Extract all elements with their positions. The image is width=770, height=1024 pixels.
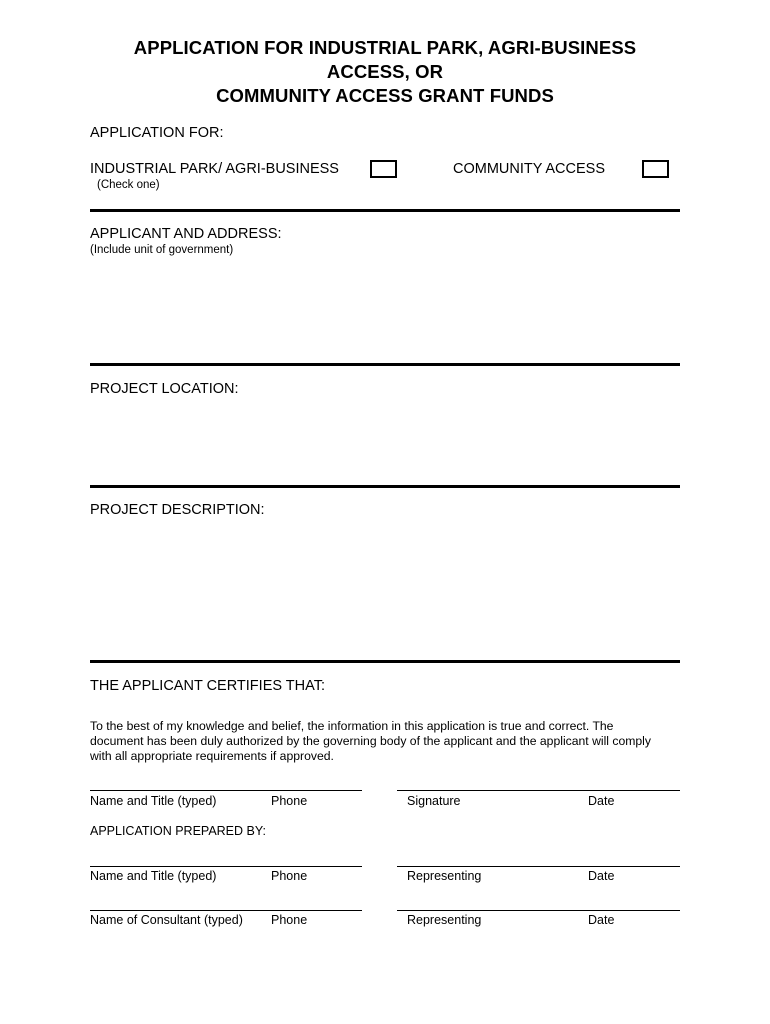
application-for-label: APPLICATION FOR: <box>90 125 224 141</box>
consultant-representing-caption: Representing <box>407 913 482 927</box>
applicant-address-label: APPLICANT AND ADDRESS: <box>90 226 282 242</box>
project-description-field[interactable] <box>90 524 680 656</box>
preparer-representing-caption: Representing <box>407 869 482 883</box>
certification-line-3: with all appropriate requirements if approved. <box>90 749 334 763</box>
date-caption: Date <box>588 794 615 808</box>
check-one-hint: (Check one) <box>97 179 160 191</box>
community-access-checkbox[interactable] <box>642 160 669 178</box>
form-title <box>0 36 770 108</box>
industrial-park-checkbox[interactable] <box>370 160 397 178</box>
certification-line-1: To the best of my knowledge and belief, the information in this application is true and correct. The <box>90 719 614 733</box>
preparer-phone-caption: Phone <box>271 869 308 883</box>
prepared-by-label: APPLICATION PREPARED BY: <box>90 824 266 838</box>
name-title-signature-line[interactable] <box>90 790 362 791</box>
phone-caption: Phone <box>271 794 308 808</box>
preparer-name-caption: Name and Title (typed) <box>90 869 217 883</box>
title-line-3: COMMUNITY ACCESS GRANT FUNDS <box>216 85 554 106</box>
consultant-name-caption: Name of Consultant (typed) <box>90 913 243 927</box>
certification-heading: THE APPLICANT CERTIFIES THAT: <box>90 678 326 694</box>
signature-line[interactable] <box>397 790 680 791</box>
section-divider <box>90 485 680 488</box>
title-line-1: APPLICATION FOR INDUSTRIAL PARK, AGRI-BUSINESS <box>133 37 637 58</box>
name-title-caption: Name and Title (typed) <box>90 794 217 808</box>
consultant-name-line[interactable] <box>90 910 362 911</box>
applicant-address-field[interactable] <box>90 262 680 360</box>
community-access-option-label: COMMUNITY ACCESS <box>453 161 606 177</box>
certification-statement <box>90 719 680 764</box>
consultant-date-caption: Date <box>588 913 615 927</box>
project-location-field[interactable] <box>90 402 680 482</box>
consultant-representing-line[interactable] <box>397 910 680 911</box>
project-location-label: PROJECT LOCATION: <box>90 381 239 397</box>
preparer-date-caption: Date <box>588 869 615 883</box>
section-divider <box>90 660 680 663</box>
project-description-label: PROJECT DESCRIPTION: <box>90 502 265 518</box>
title-line-2: ACCESS, OR <box>326 61 444 82</box>
industrial-park-option-label: INDUSTRIAL PARK/ AGRI-BUSINESS <box>90 161 339 177</box>
section-divider <box>90 363 680 366</box>
consultant-phone-caption: Phone <box>271 913 308 927</box>
signature-caption: Signature <box>407 794 461 808</box>
section-divider <box>90 209 680 212</box>
applicant-address-hint: (Include unit of government) <box>90 244 234 256</box>
preparer-name-line[interactable] <box>90 866 362 867</box>
preparer-representing-line[interactable] <box>397 866 680 867</box>
certification-line-2: document has been duly authorized by the governing body of the applicant and the applicant will comply <box>90 734 651 748</box>
